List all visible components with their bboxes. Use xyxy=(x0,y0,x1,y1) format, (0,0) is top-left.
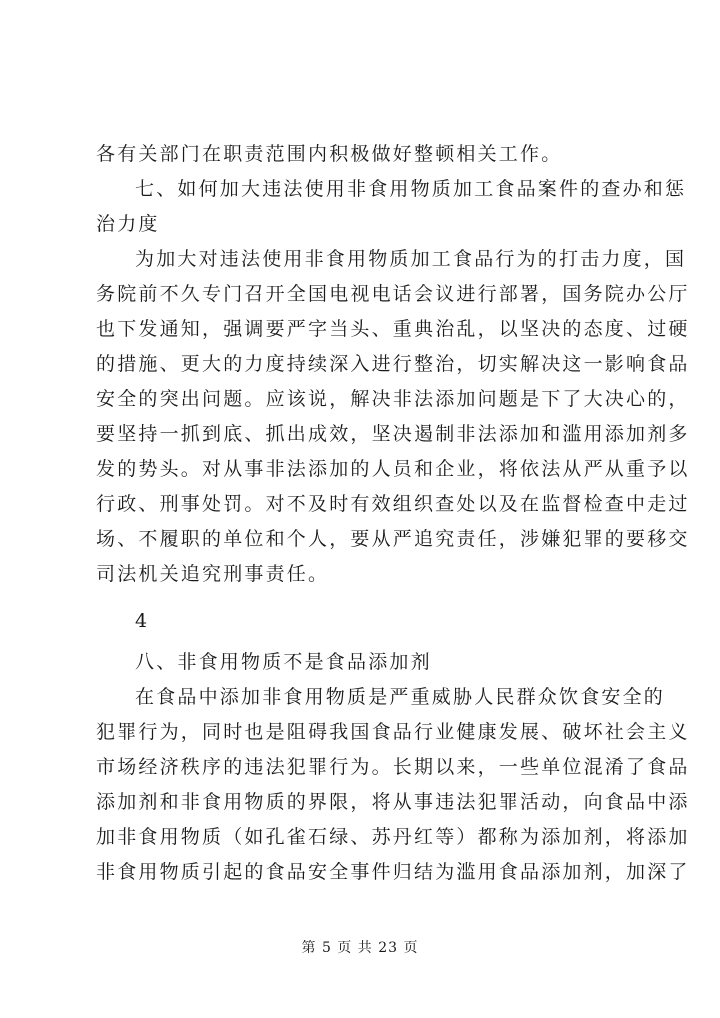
text-line: 要坚持一抓到底、抓出成效，坚决遏制非法添加和滥用添加剂多 xyxy=(96,423,690,445)
text-line: 的措施、更大的力度持续深入进行整治，切实解决这一影响食品 xyxy=(96,353,690,375)
text-line: 行政、刑事处罚。对不及时有效组织查处以及在监督检查中走过 xyxy=(96,493,690,515)
text-line: 添加剂和非食用物质的界限，将从事违法犯罪活动，向食品中添 xyxy=(96,791,690,813)
text-line: 务院前不久专门召开全国电视电话会议进行部署，国务院办公厅 xyxy=(96,283,690,305)
text-line: 场、不履职的单位和个人，要从严追究责任，涉嫌犯罪的要移交 xyxy=(96,528,690,550)
text-line: 为加大对违法使用非食用物质加工食品行为的打击力度，国 xyxy=(135,248,687,270)
text-line: 安全的突出问题。应该说，解决非法添加问题是下了大决心的， xyxy=(96,388,690,410)
text-line: 各有关部门在职责范围内积极做好整顿相关工作。 xyxy=(96,143,563,165)
section-heading-7: 七、如何加大违法使用非食用物质加工食品案件的查办和惩 xyxy=(135,178,687,200)
section-heading-7-continued: 治力度 xyxy=(96,213,160,235)
text-line: 加非食用物质（如孔雀石绿、苏丹红等）都称为添加剂，将添加 xyxy=(96,826,690,848)
text-line: 发的势头。对从事非法添加的人员和企业，将依法从严从重予以 xyxy=(96,458,690,480)
text-line: 非食用物质引起的食品安全事件归结为滥用食品添加剂，加深了 xyxy=(96,861,690,883)
text-line: 市场经济秩序的违法犯罪行为。长期以来，一些单位混淆了食品 xyxy=(96,756,690,778)
text-line: 也下发通知，强调要严字当头、重典治乱，以坚决的态度、过硬 xyxy=(96,318,690,340)
text-line: 司法机关追究刑事责任。 xyxy=(96,563,330,585)
text-line: 犯罪行为，同时也是阻碍我国食品行业健康发展、破坏社会主义 xyxy=(96,721,690,743)
text-line: 在食品中添加非食用物质是严重威胁人民群众饮食安全的 xyxy=(135,686,666,708)
page-footer: 第 5 页 共 23 页 xyxy=(301,940,419,956)
inline-page-number: 4 xyxy=(135,610,148,632)
section-heading-8: 八、非食用物质不是食品添加剂 xyxy=(135,651,432,673)
